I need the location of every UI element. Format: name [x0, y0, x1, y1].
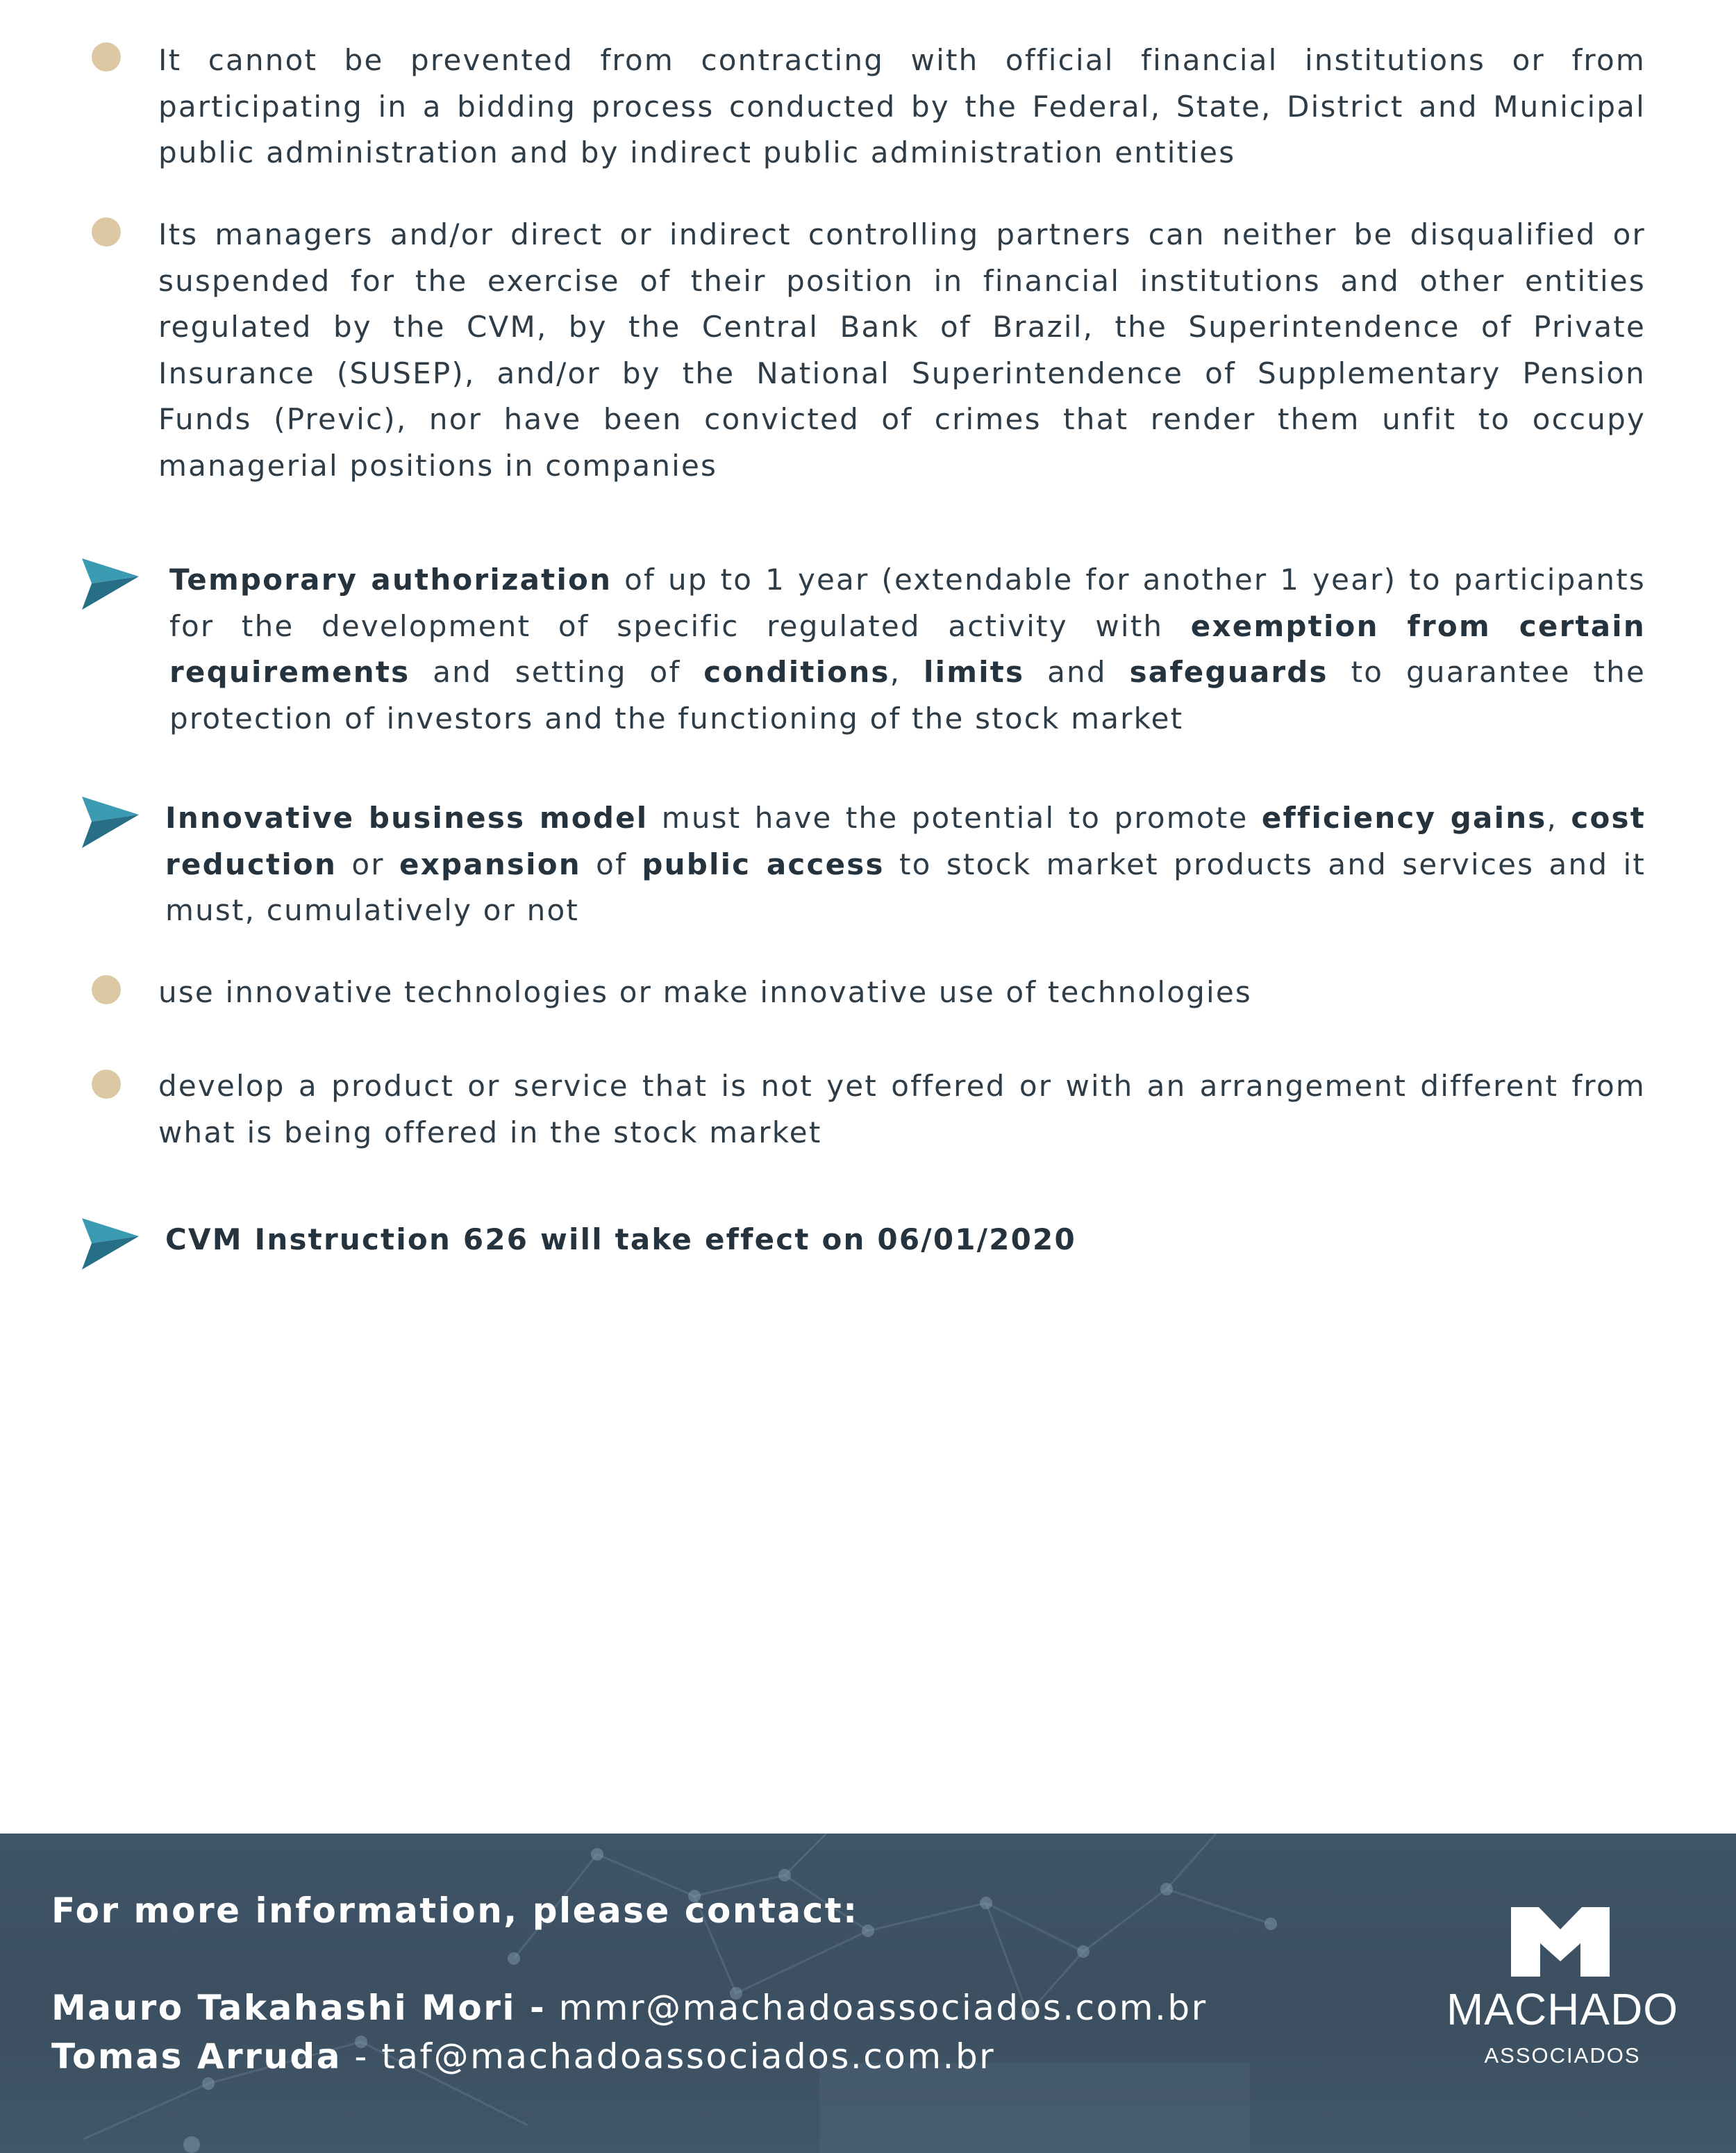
bullet-text-4: develop a product or service that is not yet offered or with an arrangement different from what is being offered in the stock market	[158, 1069, 1646, 1149]
bold-span: limits	[924, 655, 1025, 689]
bold-span: public access	[642, 847, 885, 881]
bold-span: conditions	[703, 655, 890, 689]
arrow-text-temporary-authorization	[169, 557, 1646, 742]
contact-email[interactable]: - taf@machadoassociados.com.br	[341, 2036, 996, 2077]
arrow-bullet-icon	[82, 797, 139, 848]
arrow-bullet-icon	[82, 1218, 139, 1270]
text-span: and setting of	[410, 655, 704, 689]
bold-span: exemption from certain requirements	[169, 608, 1646, 689]
logo-mark-icon	[1511, 1907, 1610, 1977]
text-span: must have the potential to promote	[648, 801, 1262, 835]
contact-name: Tomas Arruda	[51, 2036, 342, 2077]
footer-title: For more information, please contact:	[51, 1890, 859, 1931]
bullet-dot	[92, 1070, 121, 1099]
text-span: ,	[1546, 801, 1571, 835]
bold-span: Temporary authorization	[169, 563, 612, 597]
contact-name: Mauro Takahashi Mori -	[51, 1988, 546, 2028]
bullet-text-2: Its managers and/or direct or indirect controlling partners can neither be disqualified or suspended for the exercise of their position in financial institutions and other entities regulated by the CVM, by the Central Bank of Brazil, the Superintendence of Private Insurance (SUSEP), and/or by the National Superintendence of Supplementary Pension Funds (Previc), nor have been convicted of crimes that render them unfit to occupy managerial positions in companies	[158, 217, 1646, 483]
text-span: of up to 1 year (extendable for another 1 year) to participants for the development of specific regulated activity with	[169, 563, 1646, 643]
bullet-dot	[92, 975, 121, 1004]
text-span: to stock market products and services and it must, cumulatively or not	[165, 847, 1646, 927]
bullet-dot	[92, 217, 121, 247]
bold-span: cost reduction	[165, 801, 1646, 881]
contact-line-1	[51, 1988, 1208, 2028]
text-span: of	[581, 847, 642, 881]
text-span: to guarantee the protection of investors and the functioning of the stock market	[169, 655, 1646, 735]
bold-span: safeguards	[1129, 655, 1328, 689]
text-span: CVM Instruction 626 will take effect on 06/01/2020	[165, 1222, 1076, 1256]
bold-span: expansion	[399, 847, 581, 881]
bullet-dot	[92, 42, 121, 72]
bullet-text-1: It cannot be prevented from contracting with official financial institutions or from participating in a bidding process conducted by the Federal, State, District and Municipal public administration and by indirect public administration entities	[158, 43, 1646, 169]
bold-span: Innovative business model	[165, 801, 649, 835]
text-span: ,	[890, 655, 924, 689]
contact-footer	[0, 1834, 1736, 2153]
logo-subtitle: ASSOCIADOS	[1484, 2043, 1641, 2068]
contact-line-2	[51, 2036, 995, 2077]
text-span: and	[1024, 655, 1130, 689]
logo-name: MACHADO	[1446, 1984, 1679, 2034]
arrow-bullet-icon	[82, 558, 139, 610]
arrow-text-innovative-business-model	[165, 795, 1646, 934]
bullet-text-3: use innovative technologies or make innovative use of technologies	[158, 975, 1253, 1009]
contact-email[interactable]: mmr@machadoassociados.com.br	[546, 1988, 1208, 2028]
text-span: or	[337, 847, 400, 881]
arrow-text-effective-date	[165, 1217, 1646, 1263]
bold-span: efficiency gains	[1261, 801, 1547, 835]
